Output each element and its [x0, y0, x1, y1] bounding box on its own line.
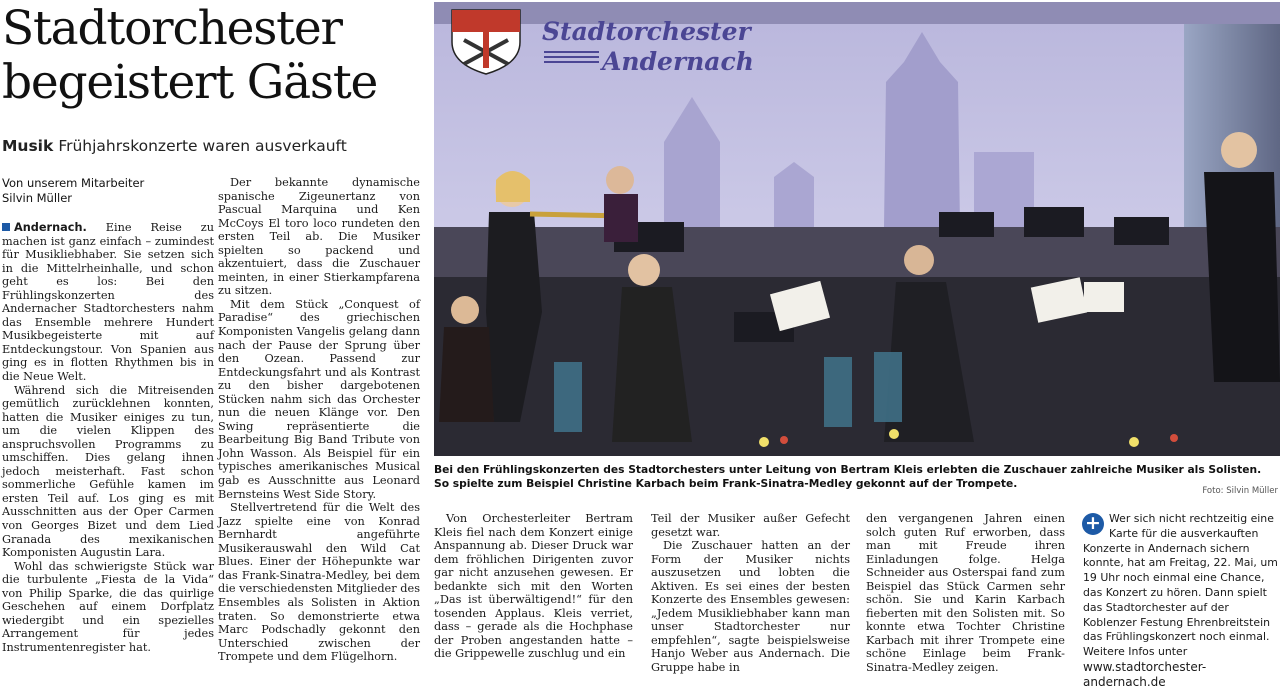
- byline-role: Von unserem Mitarbeiter: [2, 176, 145, 190]
- section-kicker: Musik: [2, 137, 54, 155]
- paragraph: Mit dem Stück „Conquest of Paradise“ des griechischen Komponisten Vangelis gelang dann nach der Pause der Sprung über den Ozean. Passend zur Entdeckungsfahrt und als Kontrast zu den bisher dargebotenen Stücken nahm sich das Orchester nun die neuen Klänge vor. Den Swing repräsentierte die Bearbeitung Big Band Tribute von John Wasson. Als Beispiel für ein typisches amerikanisches Musical gab es Ausschnitte aus Leonard Bernsteins West Side Story.: [218, 297, 420, 501]
- paragraph: Teil der Musiker außer Gefecht gesetzt war.: [651, 512, 850, 539]
- paragraph: Wohl das schwierigste Stück war die turbulente „Fiesta de la Vida“ von Philip Sparke, die das quirlige Geschehen auf einem Dorfplatz wiedergibt und ein spezielles Arrangement für jedes Instrumentenregister hat.: [2, 559, 214, 654]
- photo-credit: Foto: Silvin Müller: [1202, 486, 1278, 496]
- paragraph: Von Orchesterleiter Bertram Kleis fiel nach dem Konzert einige Anspannung ab. Dieser Druck war dem fröhlichen Dirigenten zuvor gar nicht anzusehen gewesen. Er bedankte sich mit den Worten „Das ist überwältigend!“ für den tosenden Applaus. Kleis verriet, dass – gerade als die Hochphase der Proben angestanden hatte – die Grippewelle zuschlug und ein: [434, 512, 633, 661]
- subtitle-text: Frühjahrskonzerte waren ausverkauft: [58, 137, 347, 155]
- paragraph: den vergangenen Jahren einen solch guten Ruf erworben, dass man mit Freude ihren Einladungen folge. Helga Schneider aus Osterspai fand zum Beispiel das Stück Carmen sehr schön. Sie und Karin Karbach fieberten mit den Solisten mit. So konnte etwa Tochter Christine Karbach mit ihrer Trompete eine schöne Einlage beim Frank-Sinatra-Medley zeigen.: [866, 512, 1065, 675]
- byline: [2, 176, 217, 206]
- article-column-5: [866, 512, 1065, 675]
- info-box: [1083, 512, 1278, 690]
- dateline: Andernach.: [14, 221, 87, 234]
- plus-icon: +: [1082, 513, 1104, 535]
- paragraph: Die Zuschauer hatten an der Form der Musiker nichts auszusetzen und lobten die Aktiven. Es sei eines der besten Konzerte des Ensembles gewesen: „Jedem Musikliebhaber kann man unser Stadtorchester nur empfehlen“, sagte beispielsweise Hanjo Weber aus Andernach. Die Gruppe habe in: [651, 539, 850, 675]
- paragraph: Während sich die Mitreisenden gemütlich zurücklehnen konnten, hatten die Musiker einiges zu tun, um die vielen Klippen des anspruchsvollen Programms zu umschiffen. Dies gelang ihnen jedoch meisterhaft. Fast schon sommerliche Gefühle kamen im ersten Teil auf. Los ging es mit Ausschnitten aus der Oper Carmen von Georges Bizet und dem Lied Granada des mexikanischen Komponisten Augustin Lara.: [2, 383, 214, 560]
- headline-line-2: begeistert Gäste: [2, 55, 378, 110]
- photo-caption: Bei den Frühlingskonzerten des Stadtorchesters unter Leitung von Bertram Kleis erlebten die Zuschauer zahlreiche Musiker als Solisten. So spielte zum Beispiel Christine Karbach beim Frank-Sinatra-Medley gekonnt auf der Trompete.: [434, 463, 1262, 490]
- paragraph: [2, 221, 214, 384]
- banner-title: Stadtorchester: [542, 17, 751, 46]
- article-column-2: [218, 176, 420, 664]
- paragraph: Stellvertretend für die Welt des Jazz spielte eine von Konrad Bernhardt angeführte Musikerauswahl den Wild Cat Blues. Einer der Höhepunkte war das Frank-Sinatra-Medley, bei dem die verschiedensten Mitglieder des Ensembles als Solisten in Aktion traten. So demonstrierte etwa Marc Podschadly gekonnt den Unterschied zwischen der Trompete und dem Flügelhorn.: [218, 501, 420, 664]
- headline-line-1: Stadtorchester: [2, 1, 342, 56]
- byline-author: Silvin Müller: [2, 191, 73, 205]
- concert-photo-image: [434, 2, 1280, 456]
- banner-subtitle: Andernach: [602, 47, 754, 76]
- paragraph: Der bekannte dynamische spanische Zigeunertanz von Pascual Marquina und Ken McCoys El toro loco rundeten den ersten Teil ab. Die Musiker spielten so packend und akzentuiert, dass die Zuschauer meinten, in einer Stierkampfarena zu sitzen.: [218, 176, 420, 298]
- concert-photo: [434, 2, 1280, 456]
- paragraph-text: Eine Reise zu machen ist ganz einfach – zumindest für Musikliebhaber. Sie setzen sich in die Mittelrheinhalle, und schon geht es los: Bei den Frühlingskonzerten des Andernacher Stadtorchesters nahm das Ensemble mehrere Hundert Musikbegeisterte mit auf Entdeckungstour. Von Spanien aus ging es in flotten Rhythmen bis in die Neue Welt.: [2, 221, 214, 384]
- article-column-4: [651, 512, 850, 675]
- article-subtitle: [2, 137, 427, 155]
- article-column-3: [434, 512, 633, 661]
- info-link[interactable]: www.stadtorchester-andernach.de: [1083, 659, 1207, 689]
- info-text: Wer sich nicht rechtzeitig eine Karte für die ausverkauften Konzerte in Andernach sichern konnte, hat am Freitag, 22. Mai, um 19 Uhr noch einmal eine Chance, das Konzert zu hören. Dann spielt das Stadtorchester auf der Koblenzer Festung Ehrenbreitstein das Frühlingskonzert noch einmal. Weitere Infos unter: [1083, 512, 1278, 659]
- dateline-square-icon: [2, 223, 10, 231]
- article-headline: [2, 2, 422, 110]
- article-column-1: [2, 221, 214, 655]
